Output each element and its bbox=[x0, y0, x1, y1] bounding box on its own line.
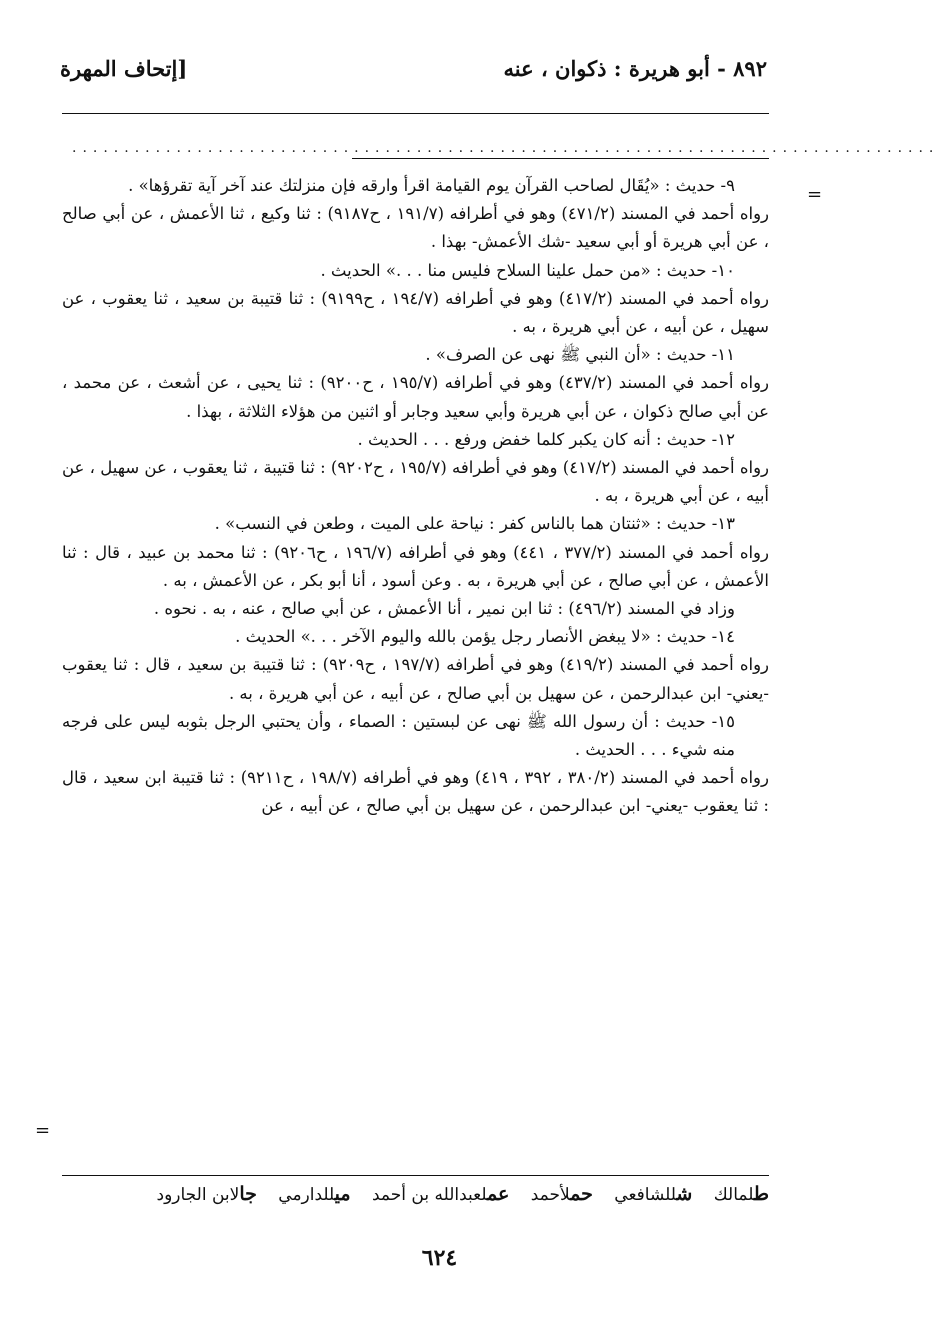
legend-item-ibn-jarud: جالابن الجارود bbox=[156, 1183, 257, 1205]
hadith-entries bbox=[62, 172, 769, 821]
legend-item-abdullah: عملعبدالله بن أحمد bbox=[372, 1183, 510, 1205]
continuation-mark-top: = bbox=[807, 184, 823, 205]
abbreviation-legend bbox=[141, 1183, 770, 1205]
separator-dots: ................................................................................... bbox=[72, 140, 939, 156]
hadith-statement: ١٠- حديث : «من حمل علينا السلاح فليس منا . . .» الحديث . bbox=[320, 260, 735, 280]
legend-item-malik: طلمالك bbox=[713, 1183, 769, 1205]
hadith-statement: ١٢- حديث : أنه كان يكبر كلما خفض ورفع . . . الحديث . bbox=[357, 429, 735, 449]
hadith-statement: ١١- حديث : «أن النبي ﷺ نهى عن الصرف» . bbox=[425, 345, 735, 365]
hadith-statement: ١٤- حديث : «لا يبغض الأنصار رجل يؤمن بالله واليوم الآخر . . .» الحديث . bbox=[235, 627, 735, 647]
narration-addition: وزاد في المسند (٤٩٦/٢) : ثنا ابن نمير ، أنا الأعمش ، عن أبي صالح ، عنه ، به . نحوه . bbox=[153, 599, 735, 619]
footer-rule bbox=[62, 1175, 769, 1176]
legend-item-ahmad: حملأحمد bbox=[530, 1183, 593, 1205]
hadith-statement: ١٥- حديث : أن رسول الله ﷺ نهى عن لبستين : الصماء ، وأن يحتبي الرجل بثوبه ليس على فرجه منه شيء . . . الحديث . bbox=[62, 711, 735, 760]
legend-item-darimi: ميللدارمي bbox=[278, 1183, 351, 1205]
running-header-book: [إتحاف المهرة bbox=[60, 56, 188, 81]
narration-text: رواه أحمد في المسند (٤٣٧/٢) وهو في أطرافه (١٩٥/٧ ، ح٩٢٠٠) : ثنا يحيى ، عن أشعث ، عن محمد ، عن أبي صالح ذكوان ، عن أبي هريرة وأبي سعيد وجابر أو اثنين من هؤلاء الثلاثة ، بهذا . bbox=[62, 373, 770, 421]
section-rule bbox=[352, 158, 769, 159]
narration-text: رواه أحمد في المسند (٤١٧/٢) وهو في أطرافه (١٩٤/٧ ، ح٩١٩٩) : ثنا قتيبة بن سعيد ، ثنا يعقوب ، عن سهيل ، عن أبيه ، عن أبي هريرة ، به . bbox=[62, 288, 770, 337]
narration-text: رواه أحمد في المسند (٤١٧/٢) وهو في أطرافه (١٩٥/٧ ، ح٩٢٠٢) : ثنا قتيبة ، ثنا يعقوب ، عن سهيل ، عن أبيه ، عن أبي هريرة ، به . bbox=[62, 458, 770, 506]
header-rule bbox=[62, 113, 769, 114]
page-number: ٦٢٤ bbox=[421, 1245, 458, 1271]
running-header-title: ٨٩٢ - أبو هريرة : ذكوان ، عنه bbox=[503, 56, 767, 81]
narration-text: رواه أحمد في المسند (٣٧٧/٢ ، ٤٤١) وهو في أطرافه (١٩٦/٧ ، ح٩٢٠٦) : ثنا محمد بن عبيد ، قال : ثنا الأعمش ، عن أبي صالح ، عن أبي هريرة ، به . وعن أسود ، أنا أبو بكر ، عن الأعمش ، به . bbox=[62, 542, 769, 590]
continuation-mark-bottom: = bbox=[35, 1120, 51, 1141]
narration-text: رواه أحمد في المسند (٤٧١/٢) وهو في أطرافه (١٩١/٧ ، ح٩١٨٧) : ثنا وكيع ، ثنا الأعمش ، عن أبي صالح ، عن أبي هريرة أو أبي سعيد -شك الأعمش- بهذا . bbox=[62, 204, 770, 252]
narration-text: رواه أحمد في المسند (٣٨٠/٢ ، ٣٩٢ ، ٤١٩) وهو في أطرافه (١٩٨/٧ ، ح٩٢١١) : ثنا قتيبة ابن سعيد ، قال : ثنا يعقوب -يعني- ابن عبدالرحمن ، عن سهيل بن أبي صالح ، عن أبيه ، عن bbox=[62, 768, 769, 816]
hadith-statement: ٩- حديث : «يُقَال لصاحب القرآن يوم القيامة اقرأ وارقه فإن منزلتك عند آخر آية تقرؤها» . bbox=[128, 176, 735, 195]
hadith-statement: ١٣- حديث : «ثنتان هما بالناس كفر : نياحة على الميت ، وطعن في النسب» . bbox=[214, 514, 735, 534]
narration-text: رواه أحمد في المسند (٤١٩/٢) وهو في أطرافه (١٩٧/٧ ، ح٩٢٠٩) : ثنا قتيبة بن سعيد ، قال : ثنا يعقوب -يعني- ابن عبدالرحمن ، عن سهيل بن أبي صالح ، عن أبيه ، عن أبي هريرة ، به . bbox=[62, 655, 770, 703]
legend-item-shafii: شللشافعي bbox=[614, 1183, 693, 1205]
